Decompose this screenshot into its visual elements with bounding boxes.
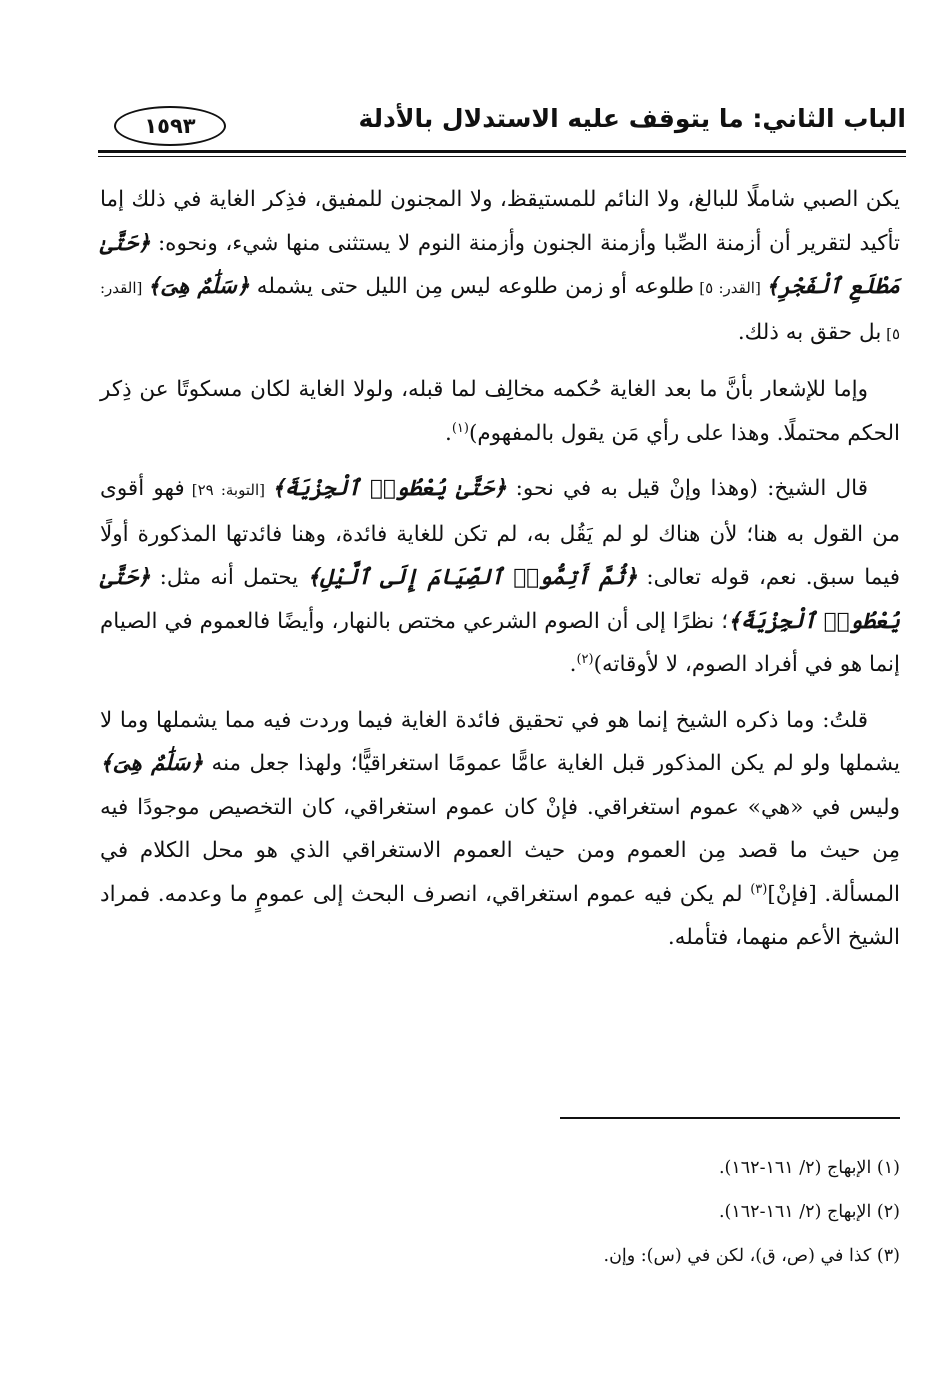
verse-reference: [القدر: ٥] xyxy=(100,279,900,343)
text-run: . xyxy=(445,420,452,446)
verse-reference: [القدر: ٥] xyxy=(694,279,767,297)
verse-reference: [التوبة: ٢٩] xyxy=(184,481,273,499)
quran-verse: ﴿حَتَّىٰ مَطْلَعِ ٱلْفَجْرِ﴾ xyxy=(100,230,901,299)
paragraph-4 xyxy=(100,699,900,960)
paragraph-3 xyxy=(100,467,900,687)
quran-verse: ﴿حَتَّىٰ يُعْطُوا۟ ٱلْجِزْيَةَ﴾ xyxy=(100,565,900,634)
text-run: قلتُ: وما ذكره الشيخ إنما هو في تحقيق فائدة الغاية فيما وردت فيه مما يشملها وما لا يشملها ولو لم يكن المذكور قبل الغاية عامًّا عمومًا استغراقيًّا؛ ولهذا جعل منه xyxy=(100,707,900,776)
footnotes xyxy=(300,1146,900,1278)
paragraph-2 xyxy=(100,368,900,455)
quran-verse: ﴿ثُمَّ أَتِمُّوا۟ ٱلصِّيَامَ إِلَى ٱلَّيْلِ﴾ xyxy=(307,565,638,590)
page-header xyxy=(98,100,906,146)
footnote-marker[interactable]: (١) xyxy=(451,420,469,436)
footnote-marker[interactable]: (٢) xyxy=(576,651,594,667)
text-run: . xyxy=(569,652,577,677)
main-text xyxy=(100,178,900,972)
text-run: بل حقق به ذلك. xyxy=(737,319,882,345)
paragraph-1 xyxy=(100,178,900,356)
text-run: طلوعه أو زمن طلوعه ليس مِن الليل حتى يشمله xyxy=(249,274,695,299)
footnote-marker[interactable]: (٣) xyxy=(750,881,768,897)
text-run: يكن الصبي شاملًا للبالغ، ولا النائم للمستيقظ، ولا المجنون للمفيق، فذِكر الغاية في ذلك إما تأكيد لتقرير أن أزمنة الصِّبا وأزمنة الجنون وأزمنة النوم لا يستثنى منها شيء، ونحوه: xyxy=(100,187,900,256)
header-rule-thick xyxy=(98,150,906,153)
text-run: وإما للإشعار بأنَّ ما بعد الغاية حُكمه مخالِف لما قبله، ولولا الغاية لكان مسكوتًا عن ذِكر الحكم محتملًا. وهذا على رأي مَن يقول بالمفهوم) xyxy=(100,377,900,446)
footnote-2: (٢) الإبهاج (٢/ ١٦١-١٦٢). xyxy=(718,1202,900,1222)
footnote-3: (٣) كذا في (ص، ق)، لكن في (س): وإن. xyxy=(603,1246,900,1266)
header-rule-thin xyxy=(98,156,906,157)
text-run: وليس في «هي» عموم استغراقي. فإنْ كان عموم استغراقي، كان التخصيص موجودًا فيه مِن حيث ما قصد مِن العموم ومن حيث العموم الاستغراقي الذي هو محل الكلام في المسألة. [فإنْ] xyxy=(100,794,900,907)
quran-verse: ﴿سَلَٰمٌ هِىَ﴾ xyxy=(100,751,204,776)
page-number-badge: ١٥٩٣ xyxy=(114,106,226,146)
footnote-1: (١) الإبهاج (٢/ ١٦١-١٦٢). xyxy=(718,1158,900,1178)
chapter-title: الباب الثاني: ما يتوقف عليه الاستدلال بالأدلة xyxy=(358,104,906,133)
footnote-separator xyxy=(560,1117,900,1119)
text-run: يحتمل أنه مثل: xyxy=(150,565,308,590)
quran-verse: ﴿سَلَٰمٌ هِىَ﴾ xyxy=(147,274,250,299)
text-run: ؛ نظرًا إلى أن الصوم الشرعي مختص بالنهار، وأيضًا فالعموم في الصيام إنما هو في أفراد الصوم، لا لأوقاته) xyxy=(100,608,900,677)
quran-verse: ﴿حَتَّىٰ يُعْطُوا۟ ٱلْجِزْيَةَ﴾ xyxy=(272,476,507,501)
text-run: لم يكن فيه عموم استغراقي، انصرف البحث إلى عمومٍ ما وعدمه. فمراد الشيخ الأعم منهما، فتأمله. xyxy=(100,881,900,950)
text-run: فهو أقوى من القول به هنا؛ لأن هناك لو لم يَقُل به، لم تكن للغاية فائدة، وهنا فائدتها المذكورة أولًا فيما سبق. نعم، قوله تعالى: xyxy=(100,476,901,590)
text-run: قال الشيخ: (وهذا وإنْ قيل به في نحو: xyxy=(506,476,869,501)
